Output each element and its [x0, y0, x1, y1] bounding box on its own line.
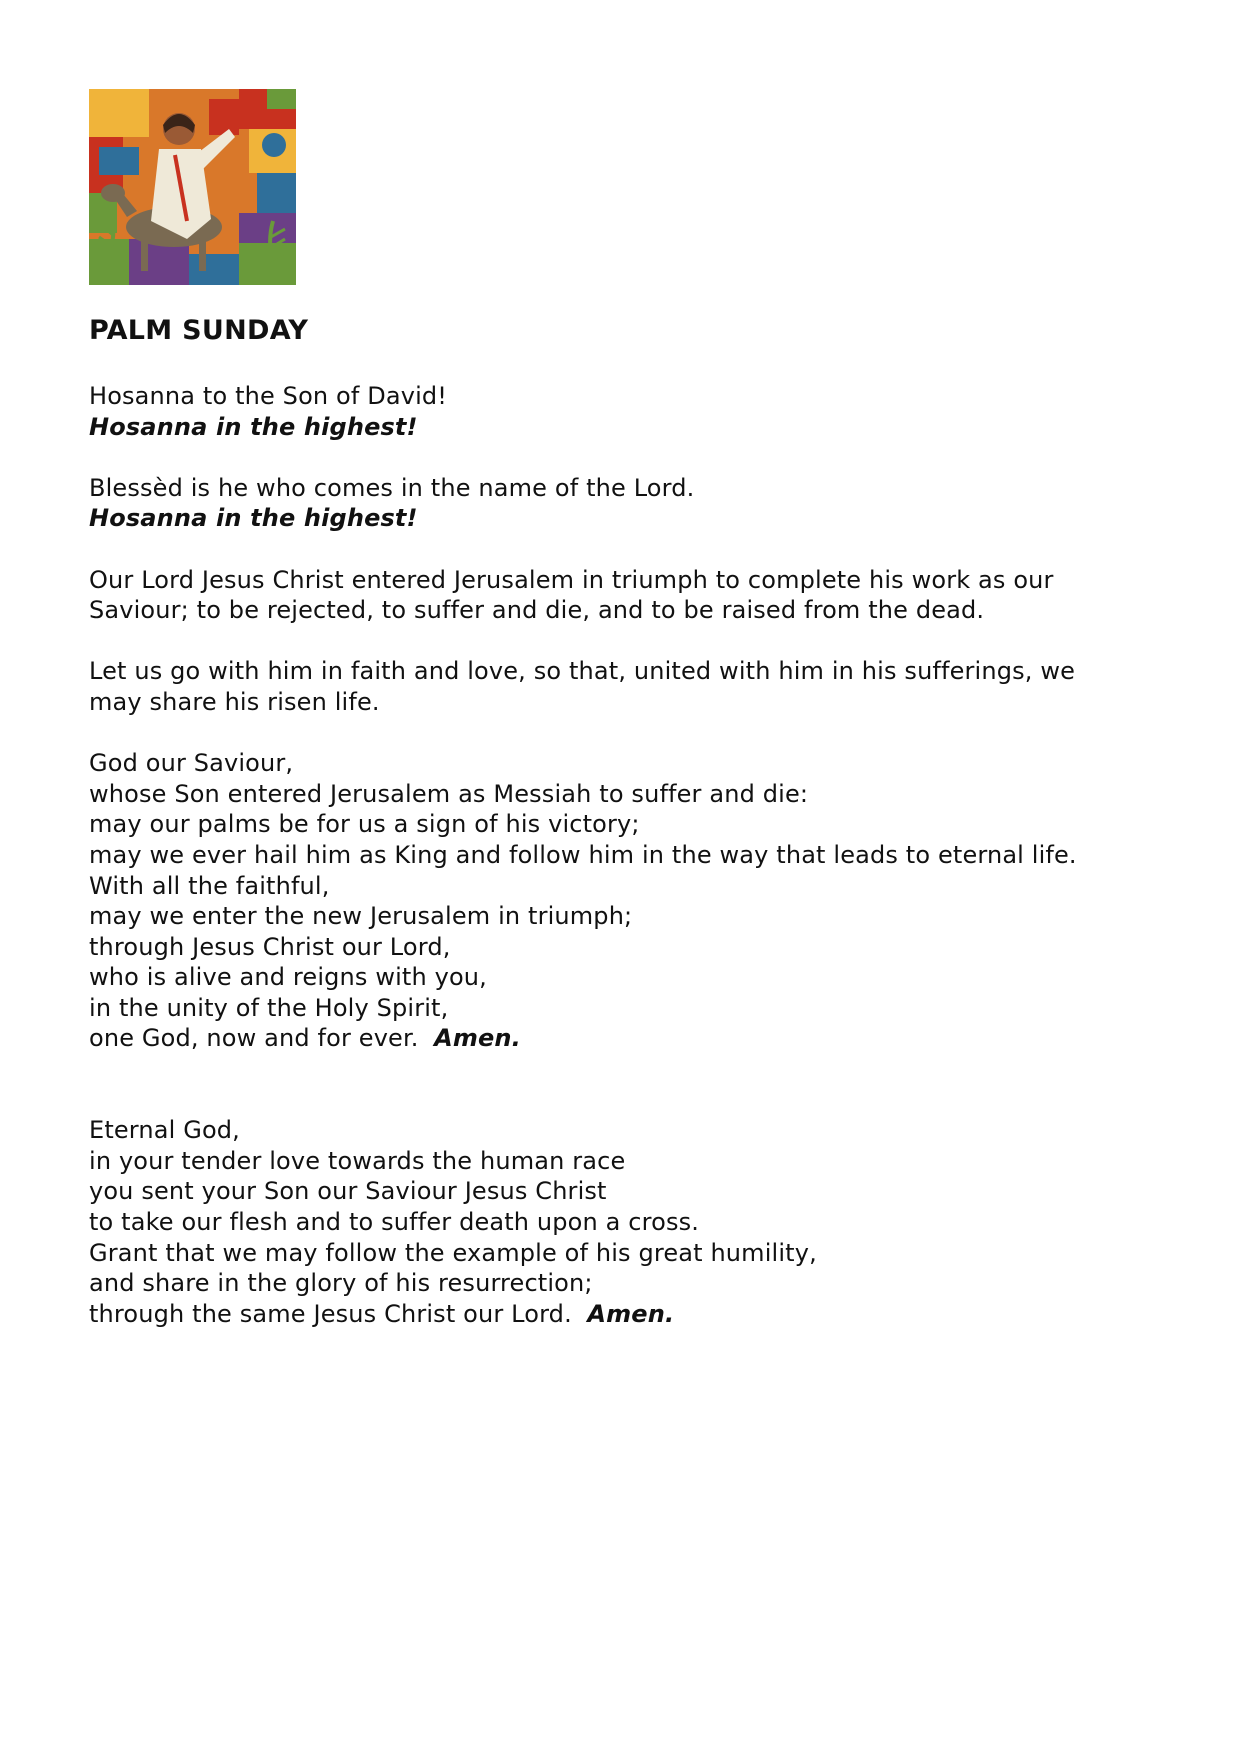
- acclamation-response: Hosanna in the highest!: [89, 504, 418, 533]
- prayer-line-text: through the same Jesus Christ our Lord.: [89, 1299, 572, 1328]
- prayer-line: whose Son entered Jerusalem as Messiah to suffer and die:: [89, 779, 809, 808]
- amen-response: Amen.: [434, 1024, 521, 1053]
- acclamation-1: [89, 381, 1169, 442]
- acclamation-response: Hosanna in the highest!: [89, 412, 418, 441]
- text-line: Let us go with him in faith and love, so that, united with him in his sufferings, we: [89, 657, 1076, 686]
- prayer-line: who is alive and reigns with you,: [89, 963, 487, 992]
- prayer-last-line: [89, 1023, 1169, 1054]
- prayer-line: you sent your Son our Saviour Jesus Christ: [89, 1177, 607, 1206]
- page-title: PALM SUNDAY: [89, 315, 309, 346]
- introduction-paragraph-2: [89, 656, 1169, 717]
- prayer-line: may we enter the new Jerusalem in triumph;: [89, 902, 633, 931]
- acclamation-line: Blessèd is he who comes in the name of the Lord.: [89, 473, 695, 502]
- introduction-paragraph-1: [89, 565, 1169, 626]
- prayer-line: to take our flesh and to suffer death upon a cross.: [89, 1208, 700, 1237]
- collect-prayer: [89, 748, 1169, 1054]
- text-line: Saviour; to be rejected, to suffer and die, and to be raised from the dead.: [89, 596, 985, 625]
- liturgy-text: [89, 381, 1169, 1360]
- prayer-line: in your tender love towards the human race: [89, 1146, 626, 1175]
- prayer-line-text: one God, now and for ever.: [89, 1024, 419, 1053]
- prayer-line: Grant that we may follow the example of his great humility,: [89, 1238, 817, 1267]
- prayer-line: Eternal God,: [89, 1116, 240, 1145]
- acclamation-2: [89, 473, 1169, 534]
- acclamation-line: Hosanna to the Son of David!: [89, 382, 448, 410]
- prayer-line: God our Saviour,: [89, 749, 294, 778]
- text-line: may share his risen life.: [89, 687, 380, 716]
- prayer-line: through Jesus Christ our Lord,: [89, 932, 451, 961]
- amen-response: Amen.: [587, 1299, 675, 1328]
- prayer-line: in the unity of the Holy Spirit,: [89, 993, 449, 1022]
- prayer-line: With all the faithful,: [89, 871, 330, 900]
- prayer-last-line: [89, 1299, 1169, 1330]
- prayer-line: and share in the glory of his resurrection;: [89, 1269, 593, 1298]
- section-gap: [89, 1085, 1169, 1116]
- prayer-line: may our palms be for us a sign of his victory;: [89, 810, 640, 839]
- text-line: Our Lord Jesus Christ entered Jerusalem in triumph to complete his work as our: [89, 565, 1054, 594]
- palm-sunday-painting-icon: [89, 89, 296, 285]
- closing-prayer: [89, 1115, 1169, 1329]
- prayer-line: may we ever hail him as King and follow him in the way that leads to eternal life.: [89, 840, 1077, 869]
